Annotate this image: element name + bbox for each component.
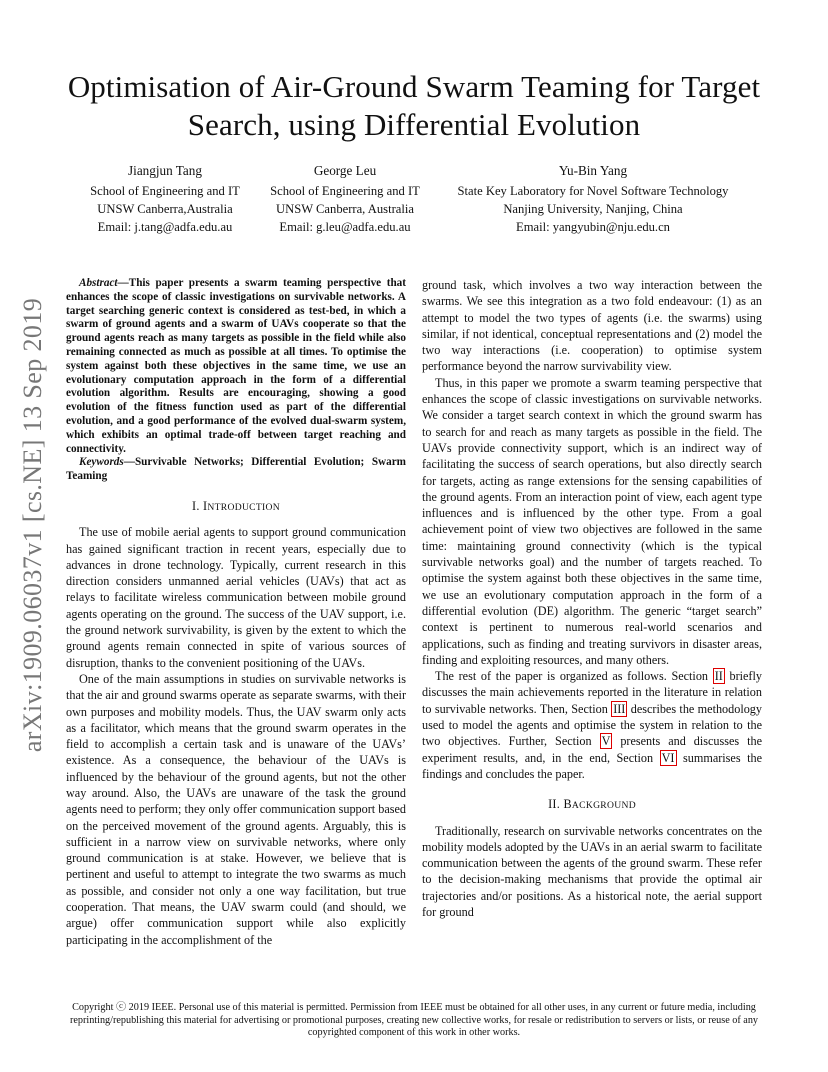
author-block-1 (70, 162, 260, 236)
author-name: Jiangjun Tang (128, 163, 202, 178)
section-heading-introduction (66, 498, 406, 516)
text-run: describes the methodology used to model the agents and optimise the system in relation to the two objectives. Further, Section (422, 701, 762, 749)
right-column (422, 277, 762, 920)
section-link-vi[interactable]: VI (661, 750, 675, 765)
author-email: Email: yangyubin@nju.edu.cn (516, 220, 670, 234)
left-column (66, 277, 406, 948)
text-run: The rest of the paper is organized as follows. Section (435, 669, 713, 684)
author-affiliation: School of Engineering and IT (270, 184, 420, 198)
paragraph: ground task, which involves a two way interaction between the swarms. We see this integration as a two fold endeavour: (1) as an attempt to model the two types of agents (i.e. the swarms) using similar, if not identical, conceptual representations and (2) model the two way interactions (i.e. cooperation) to optimise system performance beyond the narrow survivability view. (422, 278, 762, 374)
paragraph: One of the main assumptions in studies on survivable networks is that the air and ground swarms operate as separate swarms, with their own purposes and mobility models. Thus, the UAV swarm only acts as a facilitator, which means that the ground swarm operates in the field to accomplish a certain task and is unaware of the UAVs’ existence. As a consequence, the behaviour of the UAVs is influenced by the behaviour of the ground agents, but not the other way around. Also, the UAVs are unaware of the task the ground agents need to perform; they only offer communication support based on the perceived movement of the ground agents. Arguably, this is sufficient in a narrow view on survivable networks, where only ground communication is at stake. However, we believe that is pertinent and useful to attempt to integrate the two swarms as much as possible, and consider not only a one way facilitation, but true cooperation. That means, the UAV swarm could (and should, we argue) offer communication support while also explicitly participating in the accomplishment of the (66, 671, 406, 947)
paper-title: Optimisation of Air-Ground Swarm Teaming for Target Search, using Differential Evolution (67, 69, 761, 142)
keywords-label: Keywords (79, 456, 124, 469)
author-affiliation: Nanjing University, Nanjing, China (503, 202, 683, 216)
section-link-iii[interactable]: III (613, 701, 626, 716)
keywords (66, 456, 406, 484)
paragraph-organization (422, 668, 762, 782)
keywords-text: —Survivable Networks; Differential Evolution; Swarm Teaming (66, 456, 406, 483)
author-affiliation: School of Engineering and IT (90, 184, 240, 198)
arxiv-identifier: arXiv:1909.06037v1 [cs.NE] 13 Sep 2019 (18, 297, 47, 753)
section-link-ii[interactable]: II (714, 669, 723, 684)
text-run: summarises the findings and concludes the paper. (422, 750, 762, 781)
author-email: Email: j.tang@adfa.edu.au (97, 220, 233, 234)
author-block-3 (438, 162, 748, 236)
arxiv-sidebar (18, 290, 47, 760)
author-email: Email: g.leu@adfa.edu.au (279, 220, 411, 234)
author-block-2 (250, 162, 440, 236)
author-affiliation: UNSW Canberra,Australia (97, 202, 233, 216)
section-heading-background (422, 796, 762, 814)
author-name: George Leu (313, 163, 377, 178)
abstract-text: —This paper presents a swarm teaming perspective that enhances the scope of classic investigations on survivable networks. A target searching generic context is considered as test-bed, in which a swarm of ground agents and a swarm of UAVs cooperate so that the ground agents reach as many targets as possible in the field while also remaining connected as much as possible at all times. To optimise the system against both these objectives in the same time, we use an evolutionary computation approach in the form of a differential evolution algorithm. Results are encouraging, showing a good evolution of the fitness function used as part of the differential evolution, and a good performance of the evolved dual-swarm system, which exhibits an optimal trade-off between target reaching and connectivity. (66, 277, 406, 455)
section-number: I. I (191, 498, 208, 513)
section-number: II. B (548, 797, 572, 812)
abstract (66, 277, 406, 456)
text-run: presents and discusses the experiment results, and, in the end, Section (422, 734, 762, 765)
section-title: ACKGROUND (571, 800, 636, 812)
author-affiliation: UNSW Canberra, Australia (276, 202, 414, 216)
section-title: NTRODUCTION (207, 501, 280, 513)
author-name: Yu-Bin Yang (558, 163, 628, 178)
author-affiliation: State Key Laboratory for Novel Software Technology (457, 184, 729, 198)
paragraph: Traditionally, research on survivable networks concentrates on the mobility models adopted by the UAVs in an aerial swarm to facilitate communication between the agents of the ground swarm. These refer to the decision-making mechanisms that provide the optimal air trajectories and/or positions. As a historical note, the aerial support for ground (422, 823, 762, 919)
paragraph: The use of mobile aerial agents to support ground communication has gained significant traction in recent years, especially due to advances in drone technology. Typically, current research in this direction considers unmanned aerial vehicles (UAVs) that act as relays to facilitate wireless communication between mobile ground agents operating on the ground. The success of the UAV support, i.e. the ground network survivability, is given by the extent to which the ground agents remain connected in spite of various sources of disruption, thanks to the convenient positioning of the UAVs. (66, 525, 406, 670)
paragraph: Thus, in this paper we promote a swarm teaming perspective that enhances the scope of classic investigations on survivable networks. We consider a target search context in which the ground swarm has to search for and reach as many targets as possible in the field. The UAVs provide connectivity support, which is an indirect way of facilitating the success of search operations, but also directly search for targets, acting as range extensions for the sensing capabilities of the ground agents. From an interaction point of view, each agent type influences and is influenced by the other type. From a goal achievement point of view two objectives are followed in the same time: maintaining ground connectivity (which is the typical survivable networks goal) and the number of targets reached. To optimise the system against both these objectives in the same time, we use an evolutionary computation approach in the form of a differential evolution (DE) algorithm. The generic “target search” context is pertinent to numerous real-world scenarios and applications, such as finding and treating survivors in disaster areas, finding and exploiting resources, and many others. (422, 375, 762, 667)
copyright-notice: Copyright ⓒ 2019 IEEE. Personal use of this material is permitted. Permission from IEEE must be obtained for all other uses, in any current or future media, including reprinting/republishing this material for advertising or promotional purposes, creating new collective works, for resale or redistribution to servers or lists, or reuse of any copyrighted component of this work in other works. (69, 1002, 759, 1039)
abstract-label: Abstract (79, 277, 118, 289)
text-run: briefly discusses the main achievements reported in the literature in relation to survivable networks. Then, Section (422, 669, 762, 716)
section-link-v[interactable]: V (601, 734, 611, 749)
